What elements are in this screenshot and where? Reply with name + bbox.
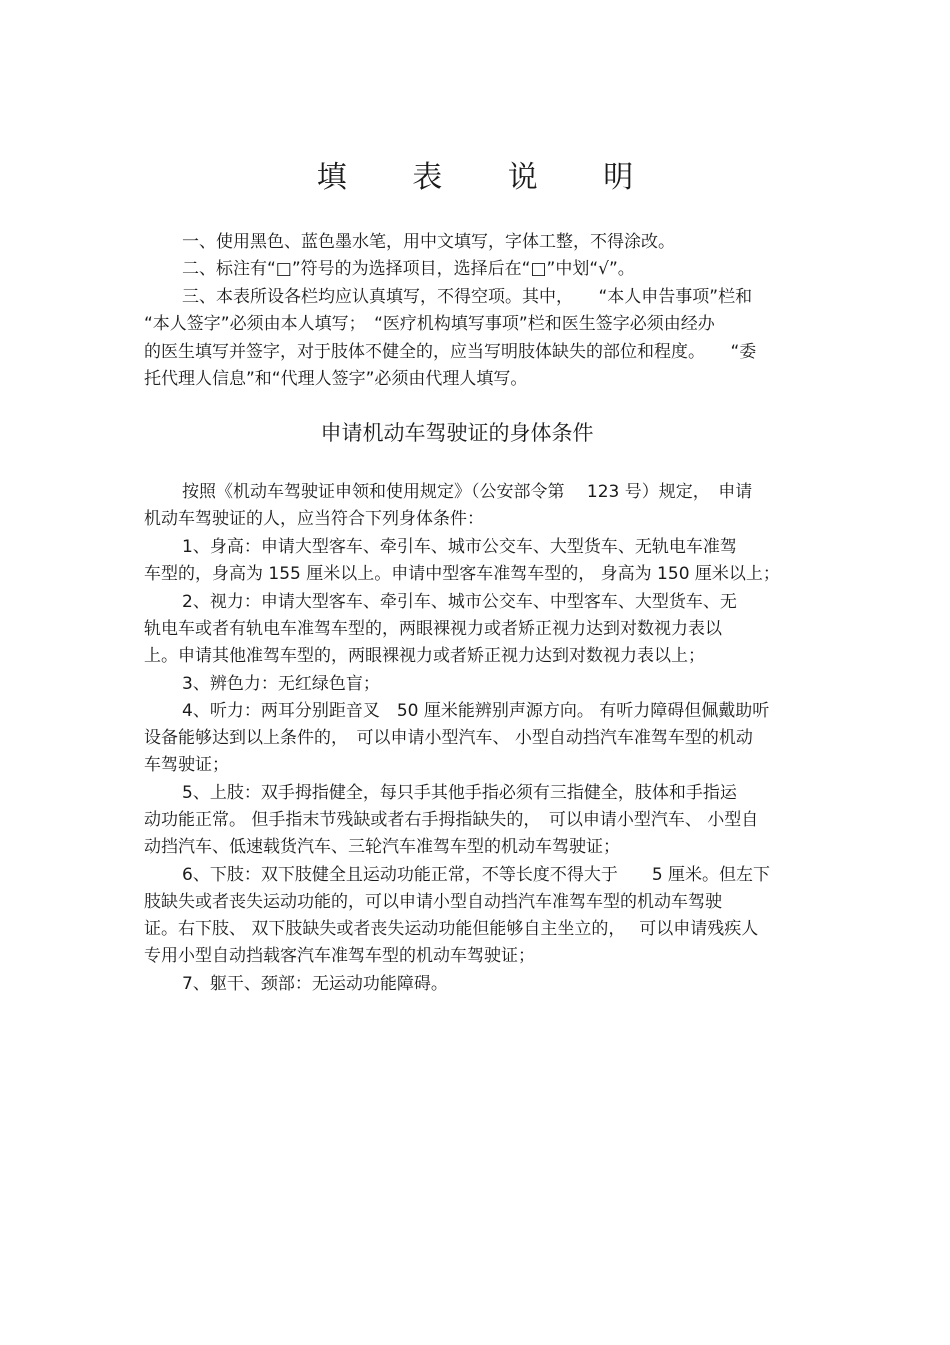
instruction-line-6: 托代理人信息”和“代理人签字”必须由代理人填写。	[144, 369, 528, 389]
condition-line-7: 上。申请其他准驾车型的，两眼裸视力或者矫正视力达到对数视力表以上；	[144, 646, 705, 666]
section-title: 申请机动车驾驶证的身体条件	[320, 421, 594, 445]
condition-line-3: 1、身高：申请大型客车、牵引车、城市公交车、大型货车、无轨电车准驾	[182, 537, 737, 557]
condition-line-18: 专用小型自动挡载客汽车准驾车型的机动车驾驶证；	[144, 946, 535, 966]
condition-line-19: 7、躯干、颈部：无运动功能障碍。	[182, 974, 448, 994]
page-title: 填 表 说 明	[316, 160, 662, 195]
condition-line-16: 肢缺失或者丧失运动功能的，可以申请小型自动挡汽车准驾车型的机动车驾驶	[144, 892, 722, 912]
condition-line-13: 动功能正常。 但手指末节残缺或者右手拇指缺失的， 可以申请小型汽车、 小型自	[144, 810, 759, 830]
condition-line-5: 2、视力：申请大型客车、牵引车、城市公交车、中型客车、大型货车、无	[182, 592, 737, 612]
condition-line-12: 5、上肢：双手拇指健全，每只手其他手指必须有三指健全，肢体和手指运	[182, 783, 737, 803]
condition-line-11: 车驾驶证；	[144, 755, 229, 775]
instruction-line-3: 三、本表所设各栏均应认真填写，不得空项。其中， “本人申告事项”栏和	[182, 287, 753, 307]
condition-line-15: 6、下肢：双下肢健全且运动功能正常，不等长度不得大于 5 厘米。但左下	[182, 865, 771, 885]
condition-line-10: 设备能够达到以上条件的， 可以申请小型汽车、 小型自动挡汽车准驾车型的机动	[144, 728, 753, 748]
condition-line-14: 动挡汽车、低速载货汽车、三轮汽车准驾车型的机动车驾驶证；	[144, 837, 620, 857]
condition-line-4: 车型的，身高为 155 厘米以上。申请中型客车准驾车型的， 身高为 150 厘米以上；	[144, 564, 780, 584]
condition-line-2: 机动车驾驶证的人，应当符合下列身体条件：	[144, 509, 484, 529]
instruction-line-5: 的医生填写并签字，对于肢体不健全的，应当写明肢体缺失的部位和程度。 “委	[144, 342, 757, 362]
condition-line-1: 按照《机动车驾驶证申领和使用规定》（公安部令第 123 号）规定， 申请	[182, 482, 753, 502]
instruction-line-1: 一、使用黑色、蓝色墨水笔，用中文填写，字体工整，不得涂改。	[182, 232, 675, 252]
condition-line-9: 4、听力：两耳分别距音叉 50 厘米能辨别声源方向。 有听力障碍但佩戴助听	[182, 701, 770, 721]
condition-line-8: 3、辨色力：无红绿色盲；	[182, 674, 380, 694]
instruction-line-2: 二、标注有“□”符号的为选择项目，选择后在“□”中划“√”。	[182, 259, 635, 279]
condition-line-17: 证。右下肢、 双下肢缺失或者丧失运动功能但能够自主坐立的， 可以申请残疾人	[144, 919, 759, 939]
instruction-line-4: “本人签字”必须由本人填写； “医疗机构填写事项”栏和医生签字必须由经办	[144, 314, 715, 334]
condition-line-6: 轨电车或者有轨电车准驾车型的，两眼裸视力或者矫正视力达到对数视力表以	[144, 619, 722, 639]
